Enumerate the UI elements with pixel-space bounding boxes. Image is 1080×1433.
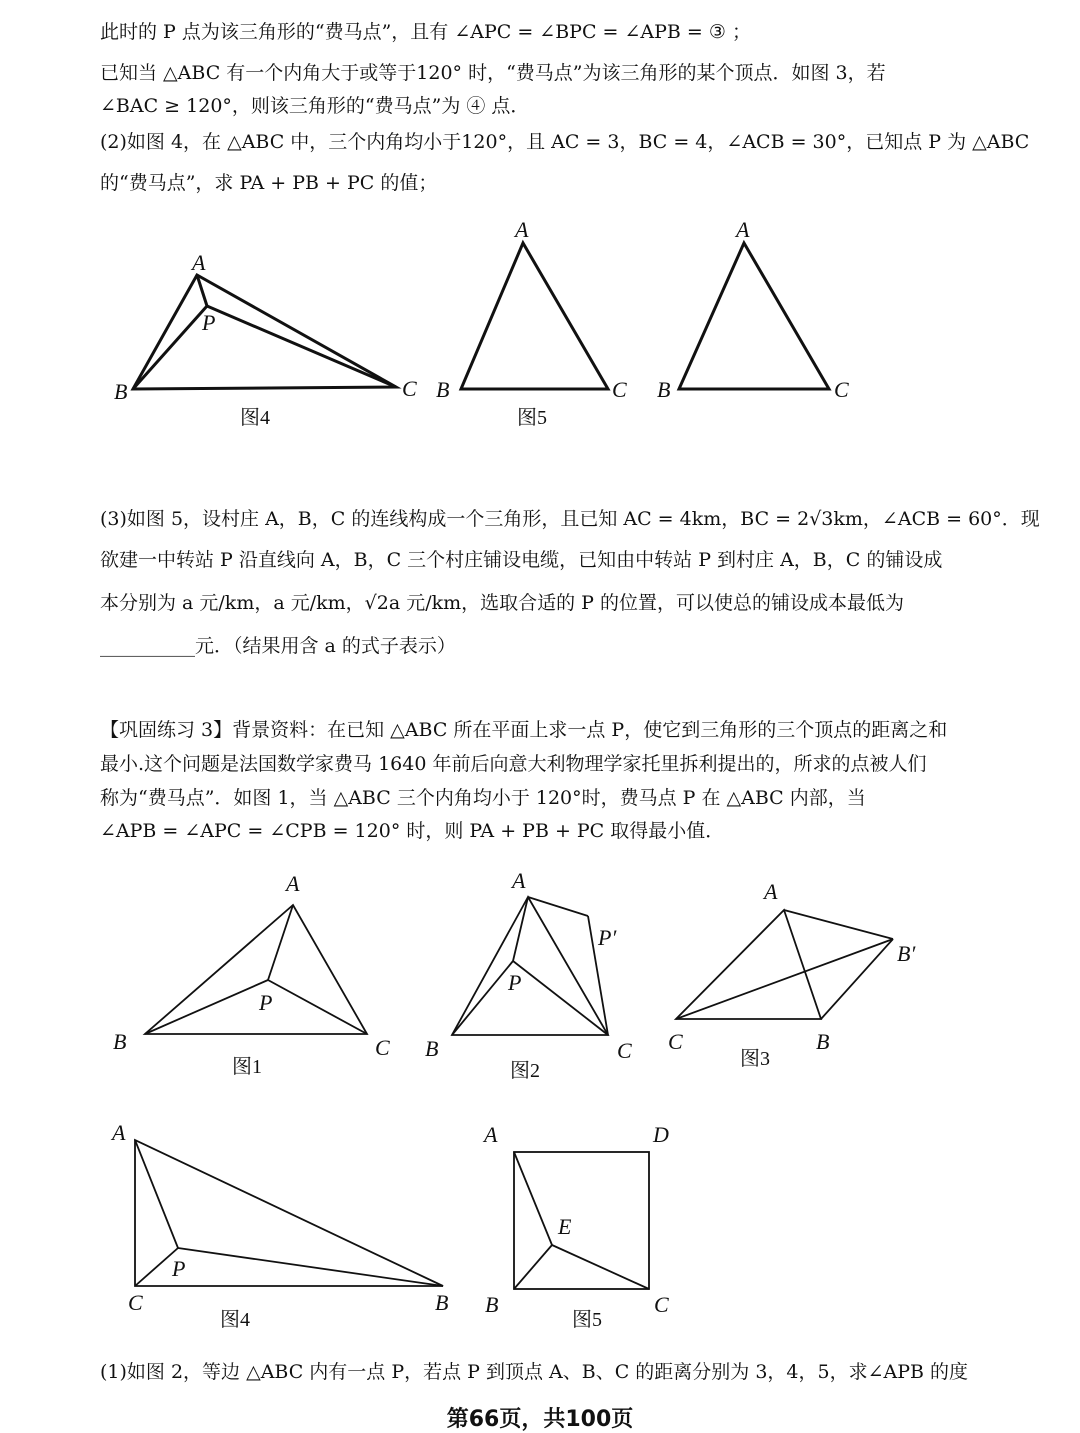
caption-fig1: 图1 [232,1056,262,1078]
caption-fig5-top: 图5 [517,407,547,429]
label-A: A [515,217,529,242]
label-C: C [668,1029,683,1054]
label-C: C [128,1290,143,1315]
label-C: C [612,377,627,402]
text-line-6: (3)如图 5，设村庄 A，B，C 的连线构成一个三角形，且已知 AC = 4km，BC = 2√3km，∠ACB = 60°．现 [100,508,1040,530]
text-line-1: 此时的 P 点为该三角形的“费马点”，且有 ∠APC = ∠BPC = ∠APB = ③ ； [100,21,751,43]
label-P: P [202,310,216,335]
text-line-5: 的“费马点”，求 PA + PB + PC 的值； [100,172,438,194]
caption-fig3: 图3 [740,1048,770,1070]
text-line-11: 最小.这个问题是法国数学家费马 1640 年前后向意大利物理学家托里拆利提出的，所求的点被人们 [100,753,927,775]
text-line-9: __________元．（结果用含 a 的式子表示） [100,635,456,657]
text-line-12: 称为“费马点”．如图 1，当 △ABC 三个内角均小于 120°时，费马点 P 在 △ABC 内部，当 [100,787,866,809]
figure-3 [676,910,893,1019]
figure-4-top [133,275,396,389]
label-C: C [654,1292,669,1317]
text-line-14: (1)如图 2，等边 △ABC 内有一点 P，若点 P 到顶点 A、B、C 的距离分别为 3，4，5，求∠APB 的度 [100,1361,969,1383]
label-B: B [114,379,128,404]
label-E: E [558,1214,572,1239]
text-line-8: 本分别为 a 元/km，a 元/km，√2a 元/km，选取合适的 P 的位置，可以使总的铺设成本最低为 [100,592,904,614]
caption-fig2: 图2 [510,1060,540,1082]
figure-5-bottom [514,1152,649,1289]
label-C: C [402,376,417,401]
caption-fig4-top: 图4 [240,407,270,429]
label-P: P [259,990,273,1015]
label-P: P [172,1256,186,1281]
label-C: C [617,1038,632,1063]
figure-1 [145,905,367,1034]
label-B: B [435,1290,449,1315]
label-A: A [192,250,206,275]
label-P-prime: P′ [598,925,617,950]
page-number: 第66页，共100页 [446,1407,634,1432]
label-C: C [375,1035,390,1060]
text-line-3: ∠BAC ≥ 120°，则该三角形的“费马点”为 ④ 点． [100,95,530,117]
figure-2 [452,897,608,1035]
label-A: A [764,879,778,904]
label-B: B [485,1292,499,1317]
text-line-10: 【巩固练习 3】背景资料：在已知 △ABC 所在平面上求一点 P，使它到三角形的三个顶点的距离之和 [100,719,948,741]
label-C: C [834,377,849,402]
label-B: B [113,1029,127,1054]
label-B: B [436,377,450,402]
text-line-13: ∠APB = ∠APC = ∠CPB = 120° 时，则 PA + PB + PC 取得最小值． [100,820,725,842]
label-A: A [736,217,750,242]
label-P: P [508,970,522,995]
label-A: A [512,868,526,893]
figure-5-top [461,243,608,389]
label-B: B [816,1029,830,1054]
text-line-7: 欲建一中转站 P 沿直线向 A，B，C 三个村庄铺设电缆，已知由中转站 P 到村庄 A，B，C 的铺设成 [100,549,943,571]
label-A: A [286,871,300,896]
label-A: A [484,1122,498,1147]
caption-fig5-bottom: 图5 [572,1309,602,1331]
text-line-4: (2)如图 4，在 △ABC 中，三个内角均小于120°，且 AC = 3，BC = 4，∠ACB = 30°，已知点 P 为 △ABC [100,131,1030,153]
label-B: B [657,377,671,402]
text-line-2: 已知当 △ABC 有一个内角大于或等于120° 时，“费马点”为该三角形的某个顶点．如图 3，若 [100,62,886,84]
caption-fig4-bottom: 图4 [220,1309,250,1331]
label-B: B [425,1036,439,1061]
label-D: D [653,1122,669,1147]
label-B-prime: B′ [897,941,916,966]
label-A: A [112,1120,126,1145]
figure-third-triangle [679,243,829,389]
